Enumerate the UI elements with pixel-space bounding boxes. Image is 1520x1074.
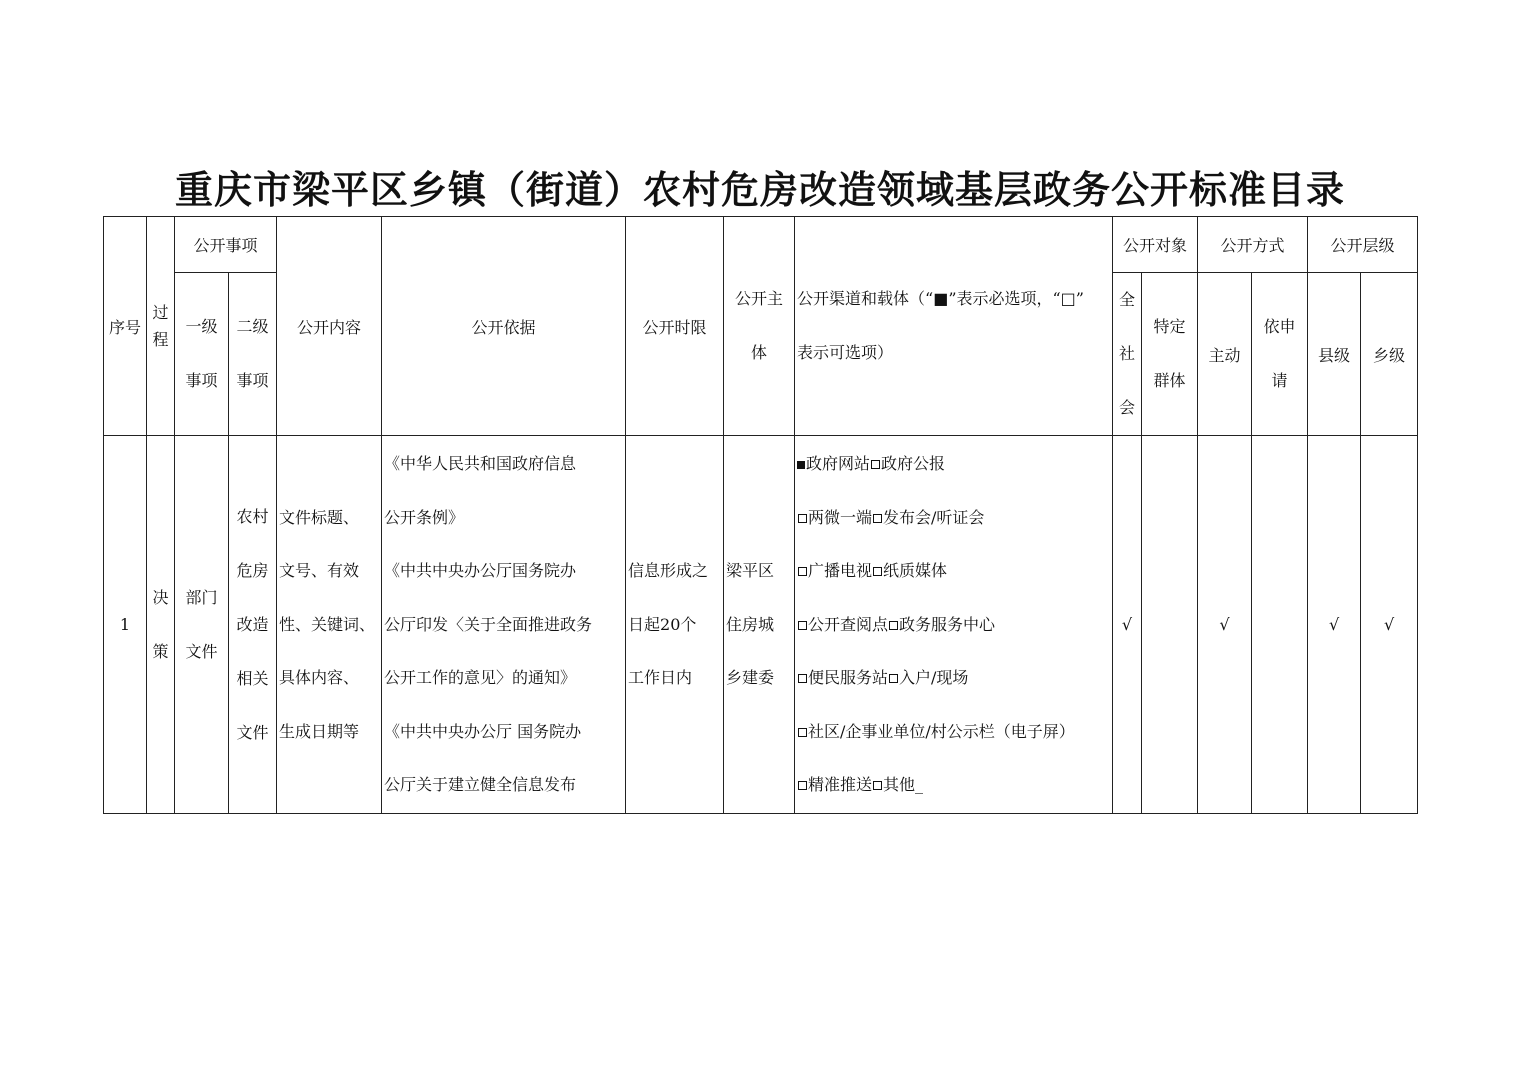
header-method-apply-line: 请 [1271, 371, 1288, 390]
table-row [104, 436, 1418, 814]
channel-option: 广播电视 [808, 561, 873, 581]
basis-line: 公厅关于建立健全信息发布 [384, 775, 577, 795]
channel-option: 发布会/听证会 [883, 507, 985, 527]
channel-line [797, 758, 1112, 812]
header-level2-line: 二级 [236, 317, 269, 336]
header-process-char: 程 [152, 330, 169, 349]
channel-option: 入户/现场 [899, 668, 969, 688]
header-subject [724, 217, 795, 436]
catalog-table [103, 216, 1418, 814]
subject-line: 乡建委 [726, 668, 775, 688]
header-level1-line: 事项 [185, 371, 218, 390]
header-level1 [175, 273, 229, 436]
cell-target-specific [1142, 436, 1198, 814]
cell-method-apply [1252, 436, 1308, 814]
time-limit-line: 信息形成之 [628, 561, 709, 581]
header-method-active: 主动 [1198, 273, 1252, 436]
cell-level2-line: 改造 [236, 614, 269, 634]
subject-line: 梁平区 [726, 561, 775, 581]
cell-process-char: 策 [152, 641, 169, 661]
basis-line: 《中共中央办公厅国务院办 [384, 561, 577, 581]
header-level1-line: 一级 [185, 317, 218, 336]
cell-basis [382, 436, 626, 814]
header-method-apply-line: 依申 [1263, 317, 1296, 336]
cell-level2-line: 文件 [236, 722, 269, 742]
content-line: 生成日期等 [279, 721, 360, 741]
header-content: 公开内容 [277, 217, 382, 436]
content-line: 文号、有效 [279, 561, 360, 581]
channel-line [797, 544, 1112, 598]
subject-line: 住房城 [726, 614, 775, 634]
header-level: 公开层级 [1308, 217, 1418, 273]
cell-level1 [175, 436, 229, 814]
header-basis: 公开依据 [382, 217, 626, 436]
header-process [147, 217, 175, 436]
optional-square-icon [871, 460, 880, 469]
header-target-all [1113, 273, 1142, 436]
cell-seq: 1 [104, 436, 147, 814]
channel-option: 纸质媒体 [883, 561, 948, 581]
optional-square-icon [889, 674, 898, 683]
channel-option: 公开查阅点 [808, 614, 889, 634]
header-channel-line1: 公开渠道和载体（“■”表示必选项，“□” [797, 289, 1084, 308]
optional-square-icon [889, 621, 898, 630]
header-target-specific [1142, 273, 1198, 436]
page-title: 重庆市梁平区乡镇（街道）农村危房改造领域基层政务公开标准目录 [174, 168, 1345, 212]
header-level2 [229, 273, 277, 436]
cell-level2-line: 危房 [236, 560, 269, 580]
channel-option: 其他_ [883, 775, 924, 795]
header-method: 公开方式 [1198, 217, 1308, 273]
header-subject-line: 公开主 [735, 289, 784, 308]
channel-option: 政府网站 [806, 454, 871, 474]
channel-option: 便民服务站 [808, 668, 889, 688]
channel-line [797, 437, 1112, 491]
header-target-specific-line: 群体 [1153, 371, 1186, 390]
header-method-apply [1252, 273, 1308, 436]
cell-time-limit [626, 436, 724, 814]
header-channel [795, 217, 1113, 436]
basis-line: 公开条例》 [384, 507, 465, 527]
cell-level1-line: 文件 [185, 641, 218, 661]
content-line: 具体内容、 [279, 668, 360, 688]
header-level2-line: 事项 [236, 371, 269, 390]
cell-content [277, 436, 382, 814]
channel-option: 政务服务中心 [899, 614, 996, 634]
content-line: 性、关键词、 [279, 614, 376, 634]
optional-square-icon [798, 514, 807, 523]
header-target-specific-line: 特定 [1153, 317, 1186, 336]
optional-square-icon [873, 514, 882, 523]
header-target-all-char: 社 [1119, 344, 1136, 363]
header-subject-line: 体 [751, 343, 768, 362]
cell-process-char: 决 [152, 587, 169, 607]
header-process-char: 过 [152, 303, 169, 322]
cell-method-active: √ [1198, 436, 1252, 814]
channel-option: 精准推送 [808, 775, 873, 795]
optional-square-icon [798, 674, 807, 683]
optional-square-icon [798, 621, 807, 630]
required-square-icon [797, 461, 805, 469]
content-line: 文件标题、 [279, 507, 360, 527]
cell-level2-line: 农村 [236, 506, 269, 526]
header-time-limit: 公开时限 [626, 217, 724, 436]
cell-level1-line: 部门 [185, 587, 218, 607]
channel-option: 两微一端 [808, 507, 873, 527]
channel-line [797, 598, 1112, 652]
channel-option: 政府公报 [881, 454, 946, 474]
header-target-all-char: 全 [1119, 290, 1136, 309]
header-target-all-char: 会 [1119, 398, 1136, 417]
optional-square-icon [798, 567, 807, 576]
time-limit-line: 工作日内 [628, 668, 693, 688]
cell-target-all: √ [1113, 436, 1142, 814]
channel-option: 社区/企事业单位/村公示栏（电子屏） [808, 721, 1075, 741]
cell-subject [724, 436, 795, 814]
basis-line: 公开工作的意见〉的通知》 [384, 668, 577, 688]
optional-square-icon [798, 781, 807, 790]
cell-level2-line: 相关 [236, 668, 269, 688]
basis-line: 公厅印发〈关于全面推进政务 [384, 614, 593, 634]
channel-line [797, 491, 1112, 545]
channel-line [797, 705, 1112, 759]
optional-square-icon [798, 728, 807, 737]
channel-line [797, 651, 1112, 705]
header-channel-line2: 表示可选项） [797, 343, 894, 362]
cell-process [147, 436, 175, 814]
cell-level2 [229, 436, 277, 814]
header-matter: 公开事项 [175, 217, 277, 273]
optional-square-icon [873, 781, 882, 790]
optional-square-icon [873, 567, 882, 576]
cell-level-township: √ [1361, 436, 1418, 814]
header-level-township: 乡级 [1361, 273, 1418, 436]
header-level-county: 县级 [1308, 273, 1361, 436]
header-seq: 序号 [104, 217, 147, 436]
basis-line: 《中共中央办公厅 国务院办 [384, 721, 582, 741]
header-target: 公开对象 [1113, 217, 1198, 273]
cell-level-county: √ [1308, 436, 1361, 814]
basis-line: 《中华人民共和国政府信息 [384, 454, 577, 474]
time-limit-line: 日起20个 [628, 614, 697, 634]
cell-channels [795, 436, 1113, 814]
